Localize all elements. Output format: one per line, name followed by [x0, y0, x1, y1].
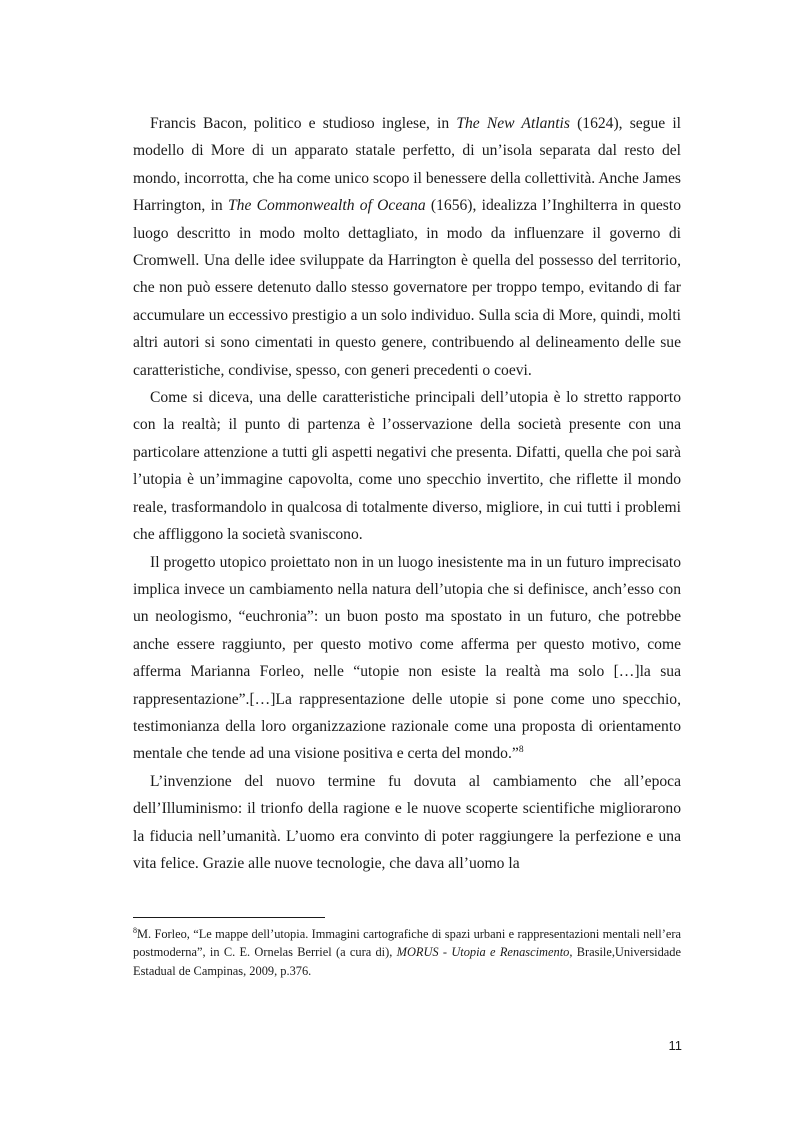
paragraph-text: (1624), segue il modello di More di un apparato statale perfetto, di un’isola separata dal resto del mondo, incorrotta, che ha come unico scopo il benessere della collettività. Anche James Harrington, in [133, 115, 681, 215]
body-text [133, 110, 681, 877]
book-title-new-atlantis: The New Atlantis [456, 115, 570, 132]
paragraph-bacon [133, 110, 681, 384]
paragraph-text: Il progetto utopico proiettato non in un luogo inesistente ma in un futuro imprecisato implica invece un cambiamento nella natura dell’utopia che si definisce, anch’esso con un neologismo, “euchronia”: un buon posto ma spostato in un futuro, che potrebbe anche essere raggiunto, per questo motivo come afferma per questo motivo, come afferma Marianna Forleo, nelle “utopie non esiste la realtà ma solo […]la sua rappresentazione”.[…]La rappresentazione delle utopie si pone come uno specchio, testimonianza della loro organizzazione razionale come una proposta di orientamento mentale che tende ad una visione positiva e certa del mondo.” [133, 553, 681, 763]
footnote-reference[interactable]: 8 [518, 745, 524, 756]
paragraph-text: Francis Bacon, politico e studioso inglese, in [150, 115, 457, 132]
footnote-book-title: MORUS - Utopia e Renascimento, [396, 945, 573, 960]
book-title-oceana: The Commonwealth of Oceana [227, 197, 426, 215]
paragraph-illuminismo: L’invenzione del nuovo termine fu dovuta al cambiamento che all’epoca dell’Illuminismo: il trionfo della ragione e le nuove scoperte scientifiche migliorarono la fiducia nell’umanità. L’uomo era convinto di poter raggiungere la perfezione e una vita felice. Grazie alle nuove tecnologie, che dava all’uomo la [133, 772, 681, 872]
paragraph-realta: Come si diceva, una delle caratteristiche principali dell’utopia è lo stretto rapporto con la realtà; il punto di partenza è l’osservazione della società presente con una particolare attenzione a tutti gli aspetti negativi che presenta. Difatti, quella che poi sarà l’utopia è un’immagine capovolta, come uno specchio invertito, che riflette il mondo reale, trasformandolo in qualcosa di totalmente diverso, migliore, in cui tutti i problemi che affliggono la società svaniscono. [133, 389, 681, 544]
footnote-text: M. Forleo, “Le mappe dell’utopia. Immagini cartografiche di spazi urbani e rappresentazioni mentali nell’era postmoderna”, in C. E. Ornelas Berriel (a cura di), [133, 927, 681, 960]
paragraph-euchronia [133, 549, 681, 768]
footnote [133, 925, 681, 980]
footnote-number: 8 [133, 925, 137, 935]
footnote-separator [133, 917, 325, 918]
paragraph-text: (1656), idealizza l’Inghilterra in questo luogo descritto in modo molto dettagliato, in modo da influenzare il governo di Cromwell. Una delle idee sviluppate da Harrington è quella del possesso del territorio, che non può essere detenuto dallo stesso governatore per troppo tempo, evitando di far accumulare un eccessivo prestigio a un solo individuo. Sulla scia di More, quindi, molti altri autori si sono cimentati in questo genere, contribuendo al delineamento delle sue caratteristiche, condivise, spesso, con generi precedenti o coevi. [133, 197, 681, 379]
footnote-text: Brasile,Universidade Estadual de Campinas, 2009, p.376. [133, 945, 681, 978]
page-number: 11 [668, 1038, 682, 1053]
